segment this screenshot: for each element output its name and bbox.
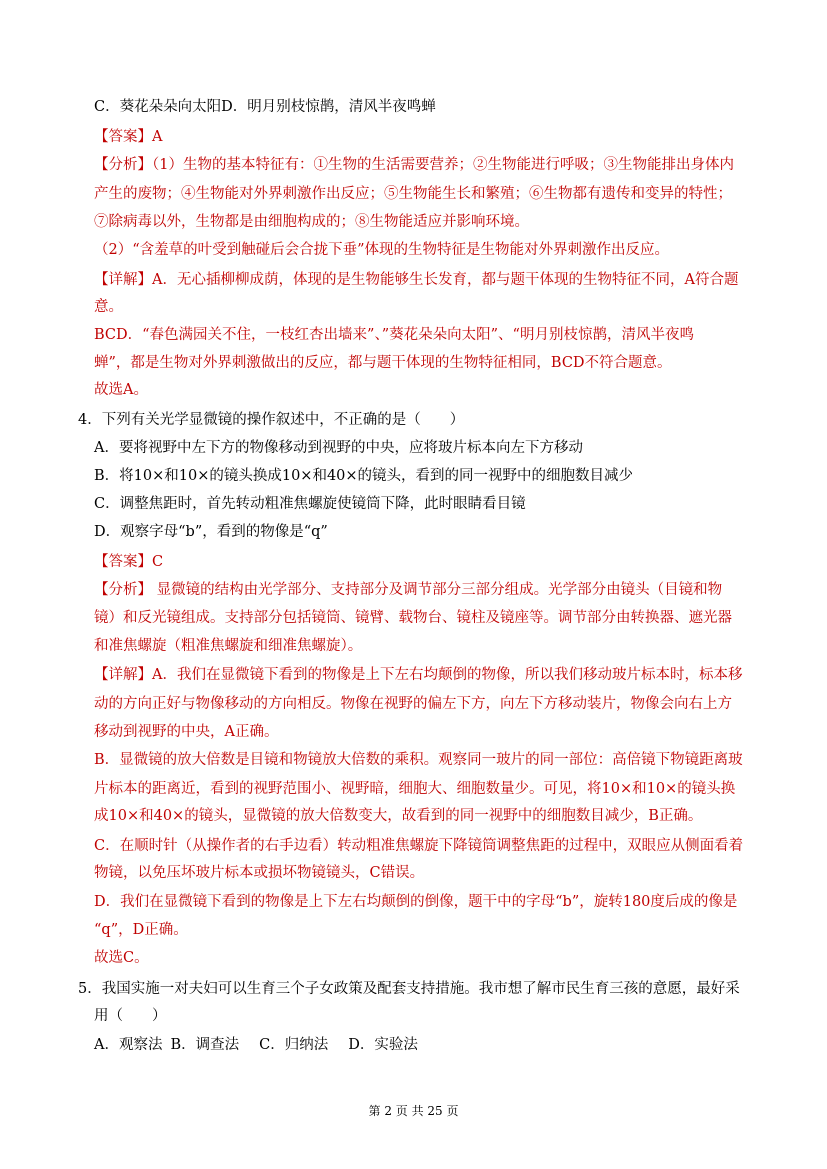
q3-detail-line: BCD．“春色满园关不住，一枝红杏出墙来”、”葵花朵朵向太阳”、“明月别枝惊鹊，清风半夜鸣 <box>94 327 694 343</box>
q3-analysis-line: 产生的废物；④生物能对外界刺激作出反应；⑤生物能生长和繁殖；⑥生物都有遗传和变异的特性； <box>94 186 732 202</box>
q3-detail-line: 蝉”，都是生物对外界刺激做出的反应，都与题干体现的生物特征相同，BCD不符合题意。 <box>94 355 672 371</box>
q4-detail-line: 【详解】A．我们在显微镜下看到的物像是上下左右均颠倒的物像，所以我们移动玻片标本时，标本移 <box>94 667 743 683</box>
q4-detail-line: “q”，D正确。 <box>94 922 188 938</box>
q5-option-d: D．实验法 <box>348 1037 418 1053</box>
q4-option-c: C．调整焦距时，首先转动粗准焦螺旋使镜筒下降，此时眼睛看目镜 <box>94 496 526 512</box>
q3-answer: 【答案】A <box>94 129 163 145</box>
q4-detail-line: 移动到视野的中央，A正确。 <box>94 724 279 740</box>
q4-detail-line: 片标本的距离近，看到的视野范围小、视野暗，细胞大、细胞数量少。可见，将10×和10×的镜头换 <box>94 781 736 797</box>
q3-options-row <box>94 97 436 117</box>
q3-analysis-line: ⑦除病毒以外，生物都是由细胞构成的；⑧生物能适应并影响环境。 <box>94 214 529 230</box>
q3-detail-line: 意。 <box>94 299 123 315</box>
q5-option-a: A．观察法 <box>94 1037 163 1053</box>
q4-option-d: D．观察字母“b”，看到的物像是“q” <box>94 524 328 540</box>
q4-option-b: B．将10×和10×的镜头换成10×和40×的镜头，看到的同一视野中的细胞数目减少 <box>94 468 634 484</box>
q4-detail-line: D．我们在显微镜下看到的物像是上下左右均颠倒的倒像，题干中的字母“b”，旋转180度后成的像是 <box>94 894 738 910</box>
q3-analysis-line: （2）“含羞草的叶受到触碰后会合拢下垂”体现的生物特征是生物能对外界刺激作出反应。 <box>94 242 670 258</box>
q4-analysis-line: 和准焦螺旋（粗准焦螺旋和细准焦螺旋）。 <box>94 638 363 654</box>
q4-detail-line: 故选C。 <box>94 950 149 966</box>
q3-option-c: C．葵花朵朵向太阳 <box>94 99 222 115</box>
q5-option-b: B．调查法 <box>170 1037 240 1053</box>
q4-analysis-line: 【分析】 显微镜的结构由光学部分、支持部分及调节部分三部分组成。光学部分由镜头（目镜和物 <box>94 582 723 598</box>
q4-option-a: A．要将视野中左下方的物像移动到视野的中央，应将玻片标本向左下方移动 <box>94 440 583 456</box>
q4-detail-line: 成10×和40×的镜头，显微镜的放大倍数变大，故看到的同一视野中的细胞数目减少，B正确。 <box>94 808 703 824</box>
q3-detail-line: 【详解】A．无心插柳柳成荫，体现的是生物能够生长发育，都与题干体现的生物特征不同，A符合题 <box>94 272 739 288</box>
q5-stem-line: 用（ ） <box>94 1008 167 1024</box>
q4-detail-line: C．在顺时针（从操作者的右手边看）转动粗准焦螺旋下降镜筒调整焦距的过程中，双眼应从侧面看着 <box>94 838 744 854</box>
q3-analysis-line: 【分析】（1）生物的基本特征有：①生物的生活需要营养；②生物能进行呼吸；③生物能排出身体内 <box>94 157 734 173</box>
page-footer: 第 2 页 共 25 页 <box>368 1104 459 1118</box>
q3-detail-line: 故选A。 <box>94 382 148 398</box>
q3-option-d: D．明月别枝惊鹊，清风半夜鸣蝉 <box>221 99 436 115</box>
q5-option-c: C．归纳法 <box>259 1037 329 1053</box>
q5-options-row <box>94 1035 418 1055</box>
q5-stem-line: 5．我国实施一对夫妇可以生育三个子女政策及配套支持措施。我市想了解市民生育三孩的意愿，最好采 <box>78 981 740 997</box>
q4-detail-line: B．显微镜的放大倍数是目镜和物镜放大倍数的乘积。观察同一玻片的同一部位：高倍镜下物镜距离玻 <box>94 752 743 768</box>
q4-stem: 4．下列有关光学显微镜的操作叙述中，不正确的是（ ） <box>78 412 465 428</box>
q4-detail-line: 动的方向正好与物像移动的方向相反。物像在视野的偏左下方，向左下方移动装片，物像会向右上方 <box>94 696 732 712</box>
q4-detail-line: 物镜，以免压坏玻片标本或损坏物镜镜头，C错误。 <box>94 865 425 881</box>
q4-analysis-line: 镜）和反光镜组成。支持部分包括镜筒、镜臂、载物台、镜柱及镜座等。调节部分由转换器、遮光器 <box>94 610 732 626</box>
q4-answer: 【答案】C <box>94 554 164 570</box>
